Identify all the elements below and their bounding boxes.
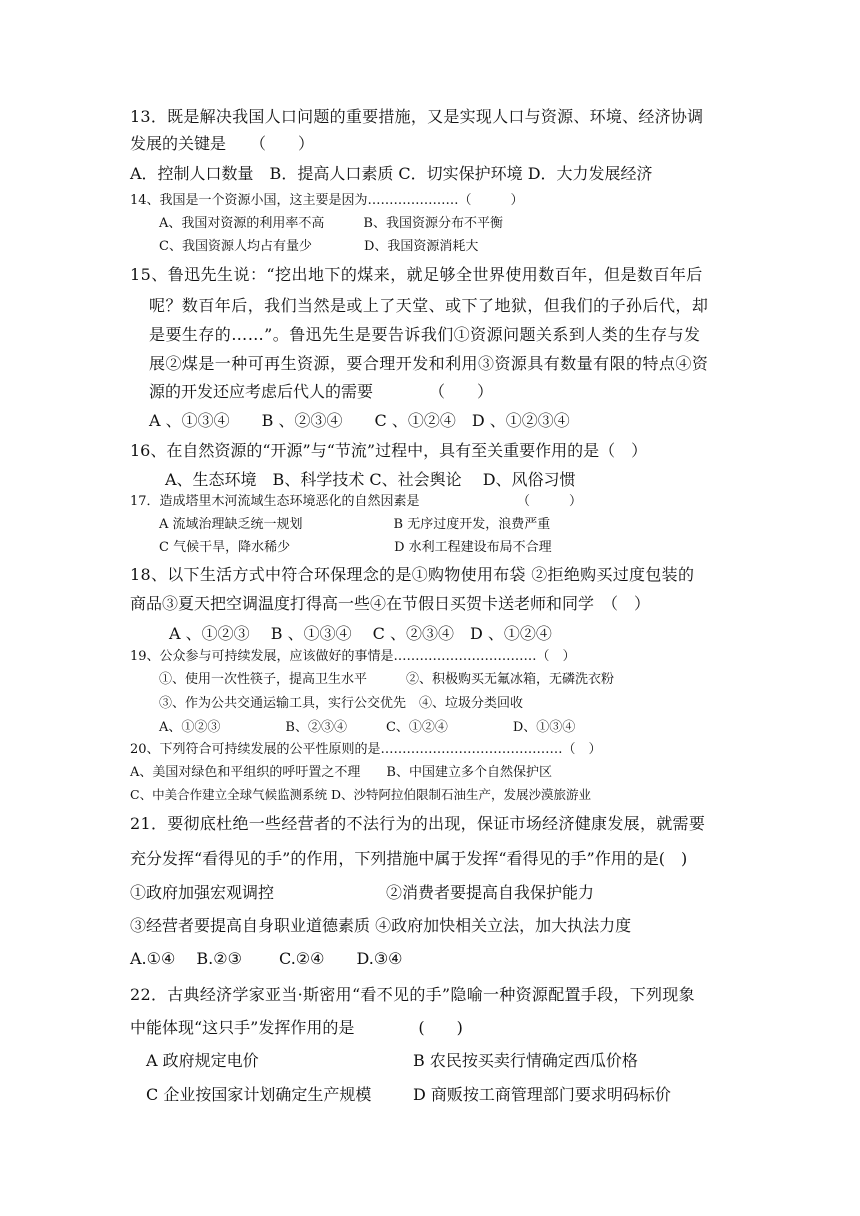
question-17-options-row-1: A 流域治理缺乏统一规划 B 无序过度开发，浪费严重 xyxy=(159,517,551,532)
question-22-stem-line-2: 中能体现“这只手”发挥作用的是 ( ) xyxy=(130,1018,463,1037)
question-15-stem-line-4: 展②煤是一种可再生资源，要合理开发和利用③资源具有数量有限的特点④资 xyxy=(149,354,709,373)
question-22-option-a: A 政府规定电价 xyxy=(146,1051,259,1070)
question-18-options: A 、①②③ B 、①③④ C 、②③④ D 、①②④ xyxy=(169,624,552,643)
question-22-stem-line-1: 22．古典经济学家亚当·斯密用“看不见的手”隐喻一种资源配置手段，下列现象 xyxy=(130,985,695,1004)
question-16-options: A、生态环境 B、科学技术 C、社会舆论 D、风俗习惯 xyxy=(165,470,576,489)
question-14-stem: 14、我国是一个资源小国，这主要是因为…………………（ ） xyxy=(130,193,524,208)
question-13-stem-line-2: 发展的关键是 （ ） xyxy=(130,134,315,153)
question-17-stem: 17．造成塔里木河流域生态环境恶化的自然因素是 （ ） xyxy=(130,494,583,509)
question-22-option-c: C 企业按国家计划确定生产规模 xyxy=(146,1085,372,1104)
question-19-options: A、①②③ B、②③④ C、①②④ D、①③④ xyxy=(159,720,576,735)
question-15-stem-line-1: 15、鲁迅先生说：“挖出地下的煤来，就足够全世界使用数百年，但是数百年后 xyxy=(130,265,703,284)
question-14-options-row-2: C、我国资源人均占有量少 D、我国资源消耗大 xyxy=(159,239,479,254)
question-14-options-row-1: A、我国对资源的利用率不高 B、我国资源分布不平衡 xyxy=(159,216,503,231)
question-19-stem: 19、公众参与可持续发展，应该做好的事情是……………………………（ ） xyxy=(130,649,576,664)
question-16-stem: 16、在自然资源的“开源”与“节流”过程中，具有至关重要作用的是（ ） xyxy=(130,441,648,460)
question-21-item-row-1: ①政府加强宏观调控 ②消费者要提高自我保护能力 xyxy=(130,883,595,902)
question-18-stem-line-1: 18、以下生活方式中符合环保理念的是①购物使用布袋 ②拒绝购买过度包装的 xyxy=(130,565,695,584)
question-13-options: A．控制人口数量 B．提高人口素质 C．切实保护环境 D．大力发展经济 xyxy=(130,164,653,183)
question-21-stem-line-2: 充分发挥“看得见的手”的作用，下列措施中属于发挥“看得见的手”作用的是( ) xyxy=(130,849,688,868)
question-18-stem-line-2: 商品③夏天把空调温度打得高一些④在节假日买贺卡送老师和同学 （ ） xyxy=(130,594,651,613)
question-21-options: A.①④ B.②③ C.②④ D.③④ xyxy=(130,949,403,968)
question-20-options-row-1: A、美国对绿色和平组织的呼吁置之不理 B、中国建立多个自然保护区 xyxy=(130,765,552,780)
question-20-options-row-2: C、中美合作建立全球气候监测系统 D、沙特阿拉伯限制石油生产，发展沙漠旅游业 xyxy=(130,787,592,802)
question-19-item-row-2: ③、作为公共交通运输工具，实行公交优先 ④、垃圾分类回收 xyxy=(159,696,524,711)
question-21-item-row-2: ③经营者要提高自身职业道德素质 ④政府加快相关立法，加大执法力度 xyxy=(130,916,632,935)
question-15-stem-line-5: 源的开发还应考虑后代人的需要 （ ） xyxy=(149,382,494,401)
question-21-stem-line-1: 21．要彻底杜绝一些经营者的不法行为的出现，保证市场经济健康发展，就需要 xyxy=(130,814,706,833)
question-15-options: A 、①③④ B 、②③④ C 、①②④ D 、①②③④ xyxy=(149,411,570,430)
question-17-options-row-2: C 气候干旱，降水稀少 D 水利工程建设布局不合理 xyxy=(159,540,552,555)
question-20-stem: 20、下列符合可持续发展的公平性原则的是……………………………………（ ） xyxy=(130,742,602,757)
question-22-option-d: D 商贩按工商管理部门要求明码标价 xyxy=(413,1085,671,1104)
question-15-stem-line-3: 是要生存的……”。鲁迅先生是要告诉我们①资源问题关系到人类的生存与发 xyxy=(149,325,701,344)
question-19-item-row-1: ①、使用一次性筷子，提高卫生水平 ②、积极购买无氟冰箱，无磷洗衣粉 xyxy=(159,672,615,687)
question-15-stem-line-2: 呢？数百年后，我们当然是或上了天堂、或下了地狱，但我们的子孙后代，却 xyxy=(149,296,709,315)
question-22-option-b: B 农民按买卖行情确定西瓜价格 xyxy=(413,1051,638,1070)
question-13-stem-line-1: 13．既是解决我国人口问题的重要措施，又是实现人口与资源、环境、经济协调 xyxy=(130,107,704,126)
